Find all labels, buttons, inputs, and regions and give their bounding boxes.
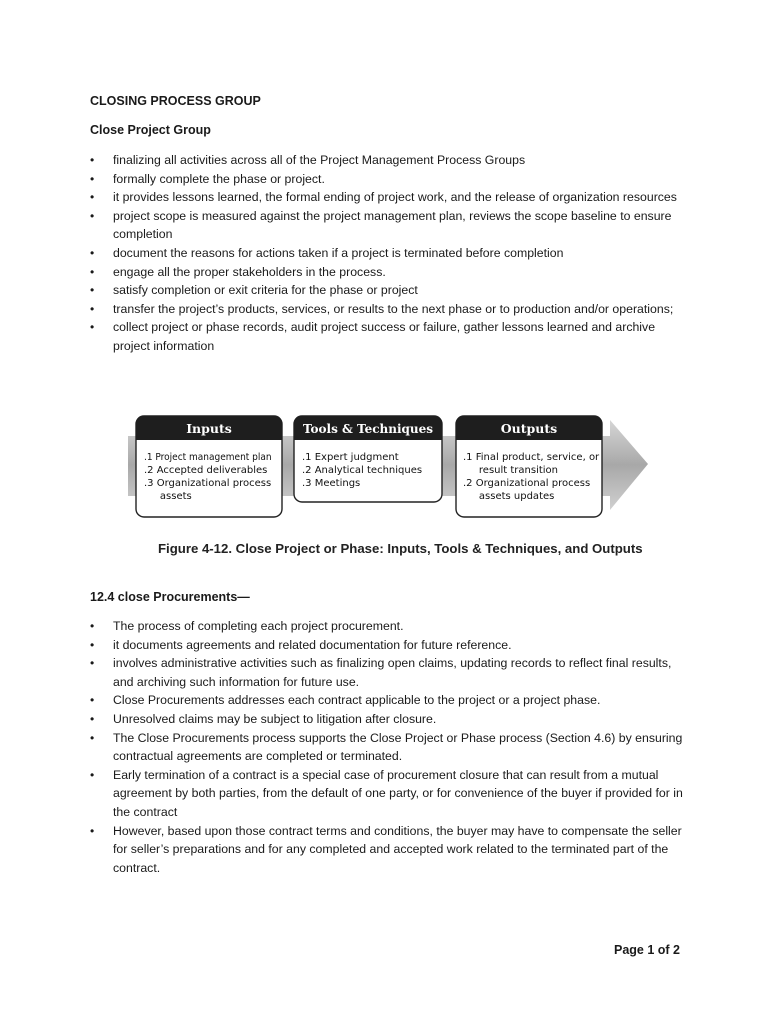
list-item: • it documents agreements and related documentation for future reference. (90, 636, 690, 655)
inputs-box (136, 416, 282, 517)
list-item: • finalizing all activities across all of the Project Management Process Groups (90, 151, 690, 170)
tools-item: .1 Expert judgment (302, 452, 399, 463)
inputs-item: assets (144, 491, 192, 502)
tools-box (294, 416, 442, 502)
list-item: • The process of completing each project procurement. (90, 617, 690, 636)
inputs-header: Inputs (186, 421, 232, 436)
outputs-item: .2 Organizational process (463, 478, 591, 489)
inputs-item: .3 Organizational process (144, 478, 272, 489)
section-title: CLOSING PROCESS GROUP (90, 94, 261, 108)
list-item: • Close Procurements addresses each contract applicable to the project or a project phase. (90, 691, 690, 710)
page-number: Page 1 of 2 (614, 943, 680, 957)
section-subtitle: Close Project Group (90, 123, 211, 137)
list-item: • involves administrative activities such as finalizing open claims, updating records to reflect final results, and archiving such information for future use. (90, 654, 690, 691)
list-item: • The Close Procurements process supports the Close Project or Phase process (Section 4.6) by ensuring contractual agreements are completed or terminated. (90, 729, 690, 766)
list-item: • engage all the proper stakeholders in the process. (90, 263, 690, 282)
close-procurements-bullet-list (90, 617, 690, 877)
list-item: • Unresolved claims may be subject to litigation after closure. (90, 710, 690, 729)
outputs-item: assets updates (463, 491, 555, 502)
list-item: • However, based upon those contract terms and conditions, the buyer may have to compensate the seller for seller’s preparations and for any completed and accepted work related to the terminated part of the contract. (90, 822, 690, 878)
outputs-box (456, 416, 602, 517)
section-title-procurements: 12.4 close Procurements— (90, 590, 250, 604)
list-item: • collect project or phase records, audit project success or failure, gather lessons learned and archive project information (90, 318, 690, 355)
figure-caption: Figure 4-12. Close Project or Phase: Inputs, Tools & Techniques, and Outputs (158, 541, 643, 556)
list-item: • it provides lessons learned, the formal ending of project work, and the release of organization resources (90, 188, 690, 207)
list-item: • document the reasons for actions taken if a project is terminated before completion (90, 244, 690, 263)
process-diagram (120, 414, 650, 524)
tools-item: .2 Analytical techniques (302, 465, 423, 476)
inputs-item: .2 Accepted deliverables (144, 465, 268, 476)
list-item: • formally complete the phase or project. (90, 170, 690, 189)
tools-item: .3 Meetings (302, 478, 361, 489)
outputs-item: .1 Final product, service, or (463, 452, 600, 463)
inputs-item: .1 Project management plan (144, 452, 272, 463)
close-project-bullet-list (90, 151, 690, 356)
list-item: • Early termination of a contract is a special case of procurement closure that can result from a mutual agreement by both parties, from the default of one party, or for convenience of the buyer if provided for in the contract (90, 766, 690, 822)
tools-header: Tools & Techniques (302, 422, 434, 436)
list-item: • project scope is measured against the project management plan, reviews the scope baseline to ensure completion (90, 207, 690, 244)
list-item: • transfer the project’s products, services, or results to the next phase or to production and/or operations; (90, 300, 690, 319)
list-item: • satisfy completion or exit criteria for the phase or project (90, 281, 690, 300)
outputs-header: Outputs (500, 421, 558, 436)
outputs-item: result transition (463, 465, 559, 476)
